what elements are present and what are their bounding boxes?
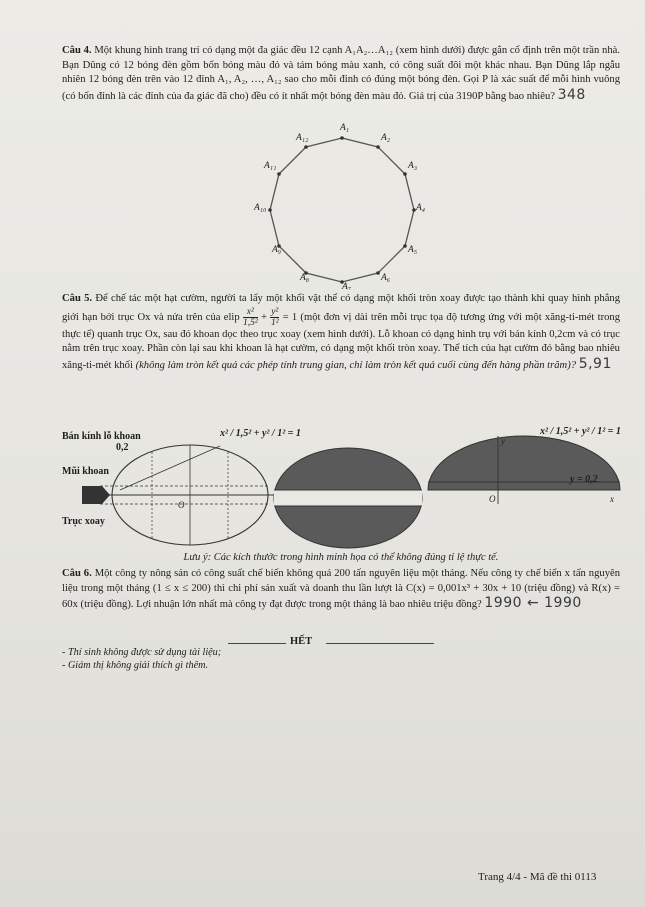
question-5-label: Câu 5. (62, 293, 93, 304)
end-marker: HẾT (290, 636, 313, 647)
vertex-dot (376, 271, 380, 275)
figure-note: Lưu ý: Các kích thước trong hình minh họa có thể không đúng tỉ lệ thực tế. (183, 552, 499, 563)
vertex-label: A₉ (272, 245, 282, 255)
right-figure-formula: x² / 1,5² + y² / 1² = 1 (540, 426, 621, 437)
vertex-label: A₆ (381, 273, 391, 283)
vertex-dot (403, 244, 407, 248)
ellipse-y-denominator: 1² (270, 317, 279, 328)
ellipse-x-denominator: 1,5² (242, 317, 258, 328)
ellipse-term-x (243, 307, 258, 328)
vertex-label: A₁ (340, 123, 350, 133)
drill-tip-label: Mũi khoan (62, 466, 109, 477)
question-6-text2: C(x) = 0,001x³ + 30x + 10 (triệu đồng) và R(x) = 60x (triệu đồng). Lợi nhuận lớn nhất mà công ty đạt được trong một tháng là bao nhiêu triệu đồng? (62, 582, 620, 611)
ellipse-x-numerator: x² (243, 307, 258, 318)
left-origin: O (178, 500, 185, 510)
vertex-label: A₁₂ (296, 133, 309, 143)
vertex-label: A₄ (416, 203, 426, 213)
ellipse-term-y (270, 307, 279, 328)
vertex-dot (277, 172, 281, 176)
rotation-axis-label: Trục xoay (62, 516, 105, 527)
vertex-label: A₅ (408, 245, 418, 255)
vertex-dot (403, 172, 407, 176)
vertex-dot (268, 208, 272, 212)
drill-radius-label: Bán kính lỗ khoan (62, 431, 141, 442)
vertex-label: A₃ (408, 161, 418, 171)
vertex-label: A₈ (300, 273, 310, 283)
vertex-dot (304, 145, 308, 149)
question-5-line3-italic: (không làm tròn kết quả các phép tính trung gian, chỉ làm tròn kết quả cuối cùng đến hàng phần trăm)? (135, 359, 577, 371)
vertex-dot (376, 145, 380, 149)
question-6-text1: Một công ty nông sản có công suất chế biến không quá 200 tấn nguyên liệu một tháng. Nếu công ty chế biến x tấn nguyên liệu trong một tháng (1 ≤ x ≤ 200) thì chi phí sản xuất và doanh thu lần lượt là (62, 568, 620, 594)
dodecagon-figure (248, 118, 428, 290)
drilling-diagram (60, 440, 280, 550)
question-4-text: Một khung hình trang trí có dạng một đa giác đều 12 cạnh A₁A₂…A₁₂ (xem hình dưới) được gắn cố định trên một trần nhà. Bạn Dũng có 12 bóng đèn gồm bốn bóng màu đỏ và tám bóng màu xanh, có công suất đôi một khác nhau. Bạn Dũng lắp ngẫu nhiên 12 bóng đèn trên vào 12 đỉnh A₁, A₂, …, A₁₂ sao cho mỗi đỉnh có đúng một bóng đèn. Gọi P là xác suất để mỗi hình vuông (có bốn đỉnh là các đỉnh của đa giác đã cho) đều có ít nhất một bóng đèn màu đỏ. Giá trị của 3190P bằng bao nhiêu? (62, 45, 620, 102)
dodecagon-outline (270, 138, 414, 282)
vertex-label: A₁₁ (264, 161, 277, 171)
question-6-handwritten-answer: 1990 ← 1990 (484, 595, 582, 612)
end-rule-left (228, 643, 286, 644)
page-footer: Trang 4/4 - Mã đề thi 0113 (478, 871, 597, 883)
question-5-handwritten-answer: 5,91 (578, 355, 612, 372)
question-5-line2: (một đơn vị dài trên mỗi trục tọa độ tương ứng với một xăng-ti-mét trong thực tế) quanh trục Ox, sau đó khoan dọc theo trục xoay (xem hình dưới). Lỗ khoan có dạng hình trụ với bán kính 0,2cm và có trục nằm trên trục xoay. Phần còn lại sau khi khoan là hạt cườm, có dạng một khối tròn xoay. (62, 311, 620, 355)
question-5-line3: Thể tích của hạt cườm đó bằng bao nhiêu xăng-ti-mét khối (62, 343, 620, 371)
half-ellipse-region (426, 432, 622, 506)
footer-note-2: - Giám thị không giải thích gì thêm. (62, 660, 209, 671)
drill-radius-value: 0,2 (116, 442, 129, 453)
ellipse-equals: = 1 (282, 311, 298, 323)
question-6-label: Câu 6. (62, 568, 92, 579)
right-y-label: y (501, 436, 505, 446)
drill-bit (82, 486, 102, 504)
question-4 (62, 44, 620, 104)
footer-note-1: - Thí sinh không được sử dụng tài liệu; (62, 647, 222, 658)
vertex-label: A₁₀ (254, 203, 267, 213)
ellipse-y-numerator: y² (271, 306, 279, 317)
vertex-label: A₇ (342, 282, 352, 290)
end-rule-right (326, 643, 434, 644)
right-x-label: x (610, 494, 614, 504)
question-6 (62, 567, 620, 613)
drilled-bead-diagram (272, 446, 424, 550)
line-label: y = 0,2 (570, 474, 598, 485)
question-5-line1: Để chế tác một hạt cườm, người ta lấy một khối vật thể có dạng một khối tròn xoay được tạo thành khi quay hình phẳng giới hạn bởi trục Ox và nửa trên của elip (62, 293, 621, 323)
question-4-handwritten-answer: 348 (557, 86, 586, 103)
question-5: Câu 5. Để chế tác một hạt cườm, người ta lấy một khối vật thể có dạng một khối tròn xoay được tạo thành khi quay hình phẳng giới hạn bởi trục Ox và nửa trên của elip $\frac{\text{x²}}{\text{1,5²}}$ + $\frac{\text{y²}}{\text{1²}}$ = 1 (một đơn vị dài trên mỗi trục tọa độ tương ứng với một xăng-ti-mét trong thực tế) quanh trục Ox, sau đó khoan dọc theo trục xoay (xem hình dưới). Lỗ khoan có dạng hình trụ với bán kính 0,2cm và có trục nằm trên trục xoay. Phần còn lại sau khi khoan là hạt cườm, có dạng một khối tròn xoay. Thể tích của hạt cườm đó bằng bao nhiêu xăng-ti-mét khối (không làm tròn kết quả các phép tính trung gian, chỉ làm tròn kết quả cuối cùng đến hàng phần trăm)? 5,91 (62, 293, 621, 372)
left-figure-formula: x² / 1,5² + y² / 1² = 1 (220, 428, 301, 439)
vertex-label: A₂ (381, 133, 391, 143)
question-4-label: Câu 4. (62, 45, 92, 56)
vertex-dot (340, 136, 344, 140)
right-origin: O (489, 494, 496, 504)
